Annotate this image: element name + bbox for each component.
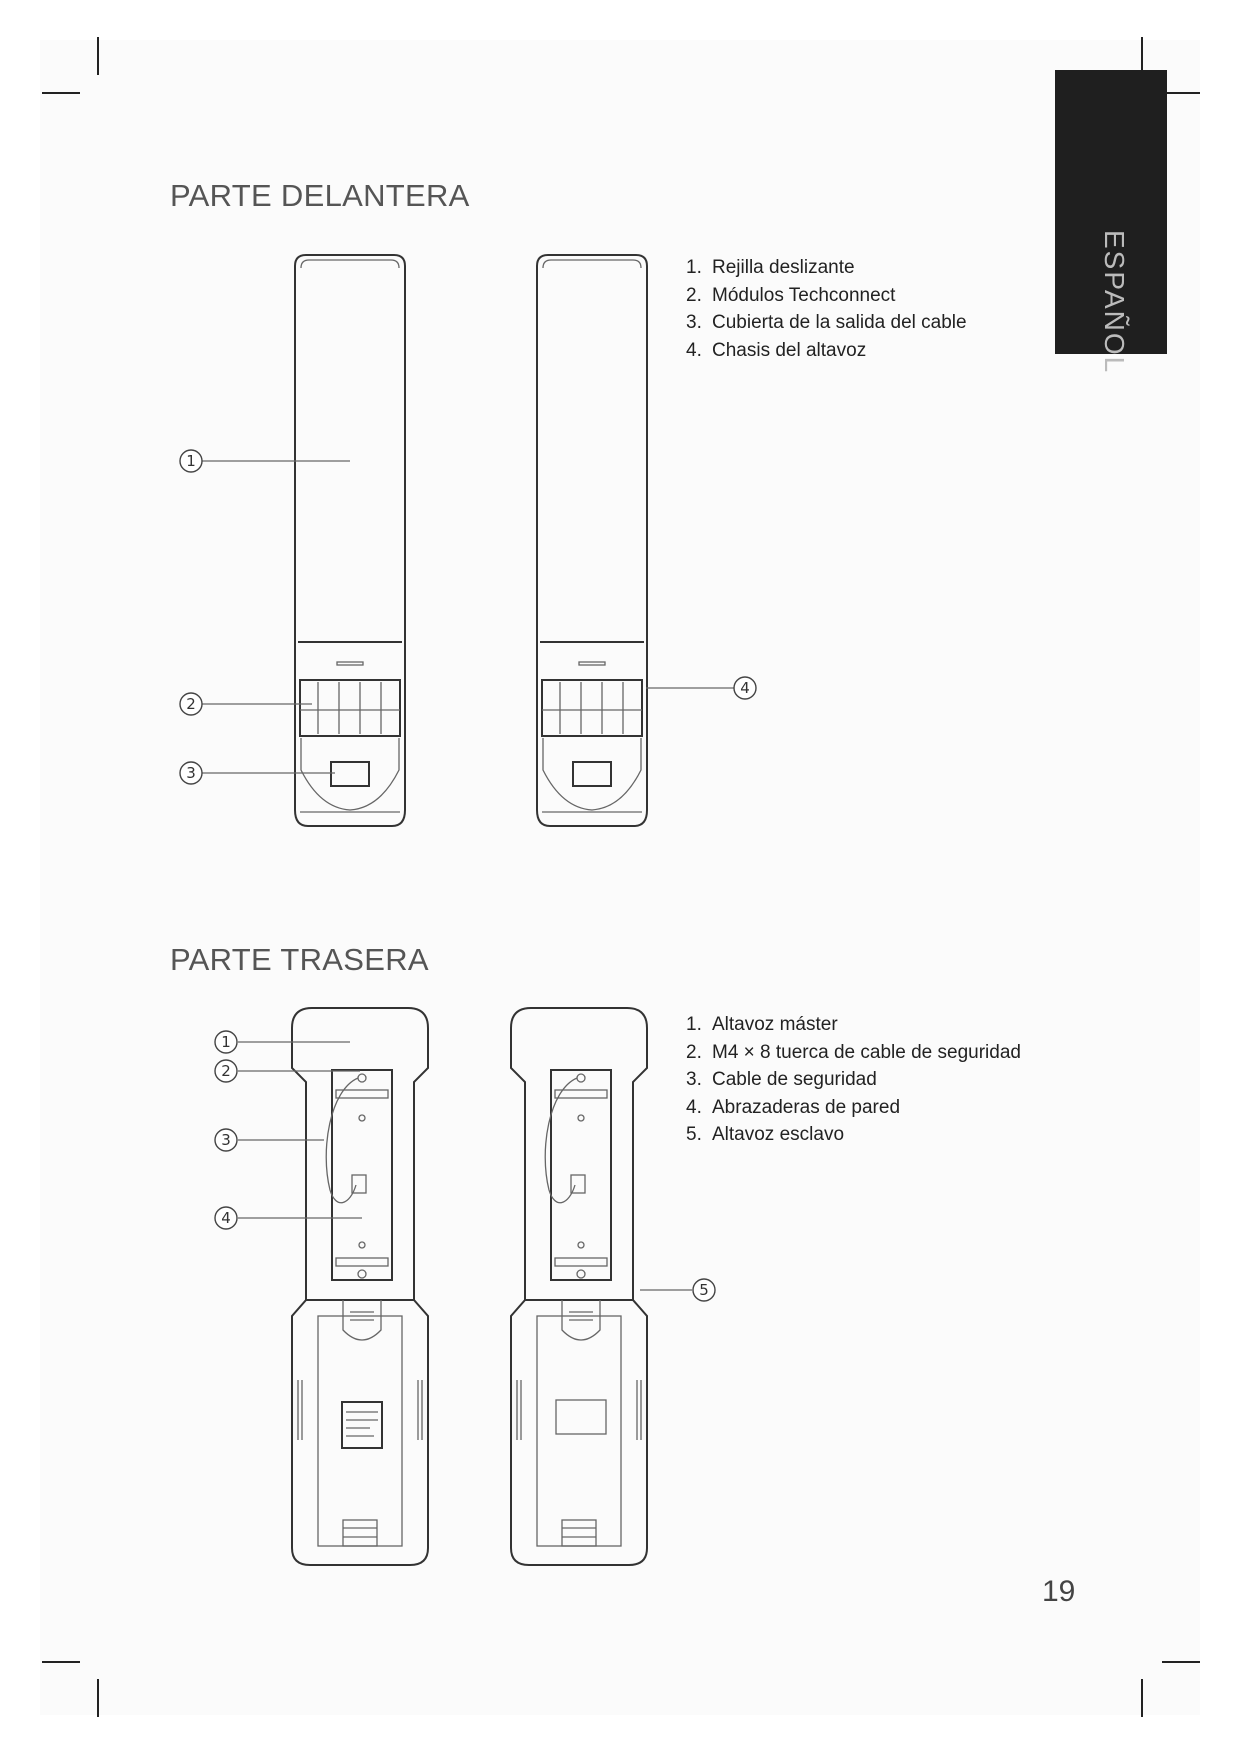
- list-item: 2. M4 × 8 tuerca de cable de seguridad: [686, 1041, 1021, 1063]
- list-item: 5. Altavoz esclavo: [686, 1124, 845, 1145]
- svg-text:1: 1: [221, 1033, 231, 1051]
- svg-text:4: 4: [740, 679, 750, 697]
- svg-text:2: 2: [186, 695, 196, 713]
- rear-speaker-right: [511, 1008, 647, 1565]
- callout-1: [215, 1031, 237, 1053]
- svg-text:4: 4: [221, 1209, 231, 1227]
- callout-2: [215, 1060, 237, 1082]
- svg-text:3: 3: [186, 764, 196, 782]
- list-item: 4. Abrazaderas de pared: [686, 1096, 901, 1118]
- language-tab-label: ESPAÑOL: [1099, 230, 1130, 375]
- list-item: 1. Rejilla deslizante: [686, 257, 855, 278]
- front-section-title: PARTE DELANTERA: [170, 178, 470, 213]
- svg-text:1: 1: [186, 452, 196, 470]
- list-item: 1. Altavoz máster: [686, 1014, 838, 1035]
- list-item: 3. Cable de seguridad: [686, 1069, 877, 1090]
- callout-4: [215, 1207, 237, 1229]
- callout-3: [215, 1129, 237, 1151]
- callout-5: [693, 1279, 715, 1301]
- svg-text:3: 3: [221, 1131, 231, 1149]
- list-item: 3. Cubierta de la salida del cable: [686, 312, 967, 333]
- svg-text:2: 2: [221, 1062, 231, 1080]
- page-number: 19: [1042, 1575, 1076, 1608]
- rear-section-title: PARTE TRASERA: [170, 942, 429, 977]
- rear-speaker-left: [292, 1008, 428, 1565]
- list-item: 4. Chasis del altavoz: [686, 339, 867, 361]
- svg-text:5: 5: [699, 1281, 709, 1299]
- list-item: 2. Módulos Techconnect: [686, 284, 896, 306]
